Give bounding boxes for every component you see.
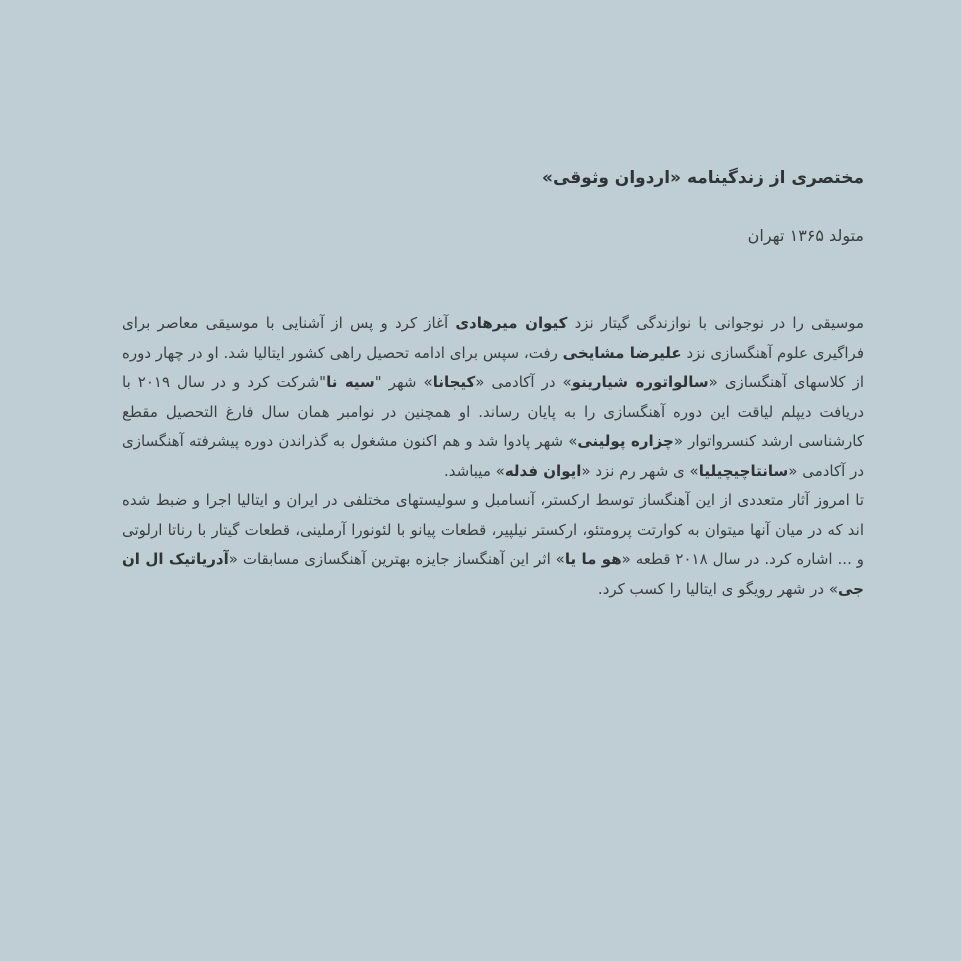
- text: تا امروز آثار متعددی از این آهنگساز توسط ارکستر، آنسامبل و سولیستهای مختلفی در ایران و ایتالیا اجرا و ضبط شده اند که در میان آنها میتوان به کوارتت پرومتئو، ارکستر نیلپیر، قطعات پیانو با لئونورا آرملینی، قطعات گیتار با رناتا ارلوتی و ... اشاره کرد. در سال ۲۰۱۸ قطعه «: [122, 491, 865, 568]
- text: » در شهر رویگو ی ایتالیا را کسب کرد.: [597, 579, 838, 598]
- birth-info: متولد ۱۳۶۵ تهران: [747, 226, 864, 245]
- name-keyvan-mirhadi: کیوان میرهادی: [455, 314, 568, 332]
- name-ivan-fedele: ایوان فدله: [504, 461, 582, 480]
- bio-paragraph-1: [122, 309, 864, 486]
- name-alireza-mashayekhi: علیرضا مشایخی: [562, 343, 682, 362]
- text: » ی شهر رم نزد «: [581, 461, 699, 480]
- text: » شهر ": [374, 373, 433, 391]
- name-santa-cecilia: سانتاچیچیلیا: [698, 461, 789, 480]
- bio-paragraph-2: [122, 486, 864, 604]
- name-humaya: هو ما یا: [564, 550, 622, 568]
- text: » اثر این آهنگساز جایزه بهترین آهنگسازی مسابقات «: [228, 550, 565, 568]
- name-adriatic-lng: آدریاتیک ال ان جی: [122, 550, 864, 598]
- text: موسیقی را در نوجوانی با نوازندگی گیتار نزد: [567, 314, 864, 332]
- page-title: مختصری از زندگینامه «اردوان وثوقی»: [541, 168, 864, 188]
- text: » شهر پادوا شد و هم اکنون مشغول به گذراندن دوره پیشرفته آهنگسازی در آکادمی «: [122, 432, 864, 480]
- biography: [122, 309, 864, 604]
- name-chigiana: کیجانا: [432, 373, 476, 391]
- text: "شرکت کرد و در سال ۲۰۱۹ با دریافت دیپلم لیاقت این دوره آهنگسازی را به پایان رساند. او همچنین در نوامبر همان سال فارغ التحصیل مقطع کارشناسی ارشد کنسرواتوار «: [122, 373, 864, 450]
- name-siena: سیه نا: [326, 373, 375, 391]
- text: » در آکادمی «: [475, 373, 572, 391]
- text: » میباشد.: [443, 461, 505, 480]
- text: رفت، سپس برای ادامه تحصیل راهی کشور ایتالیا شد. او در چهار دوره از کلاسهای آهنگسازی «: [122, 343, 864, 391]
- name-cesare-pollini: چزاره پولینی: [577, 432, 674, 450]
- text: آغاز کرد و پس از آشنایی با موسیقی معاصر برای فراگیری علوم آهنگسازی نزد: [122, 314, 865, 362]
- name-salvatore-sciarrino: سالواتوره شیارینو: [571, 373, 709, 391]
